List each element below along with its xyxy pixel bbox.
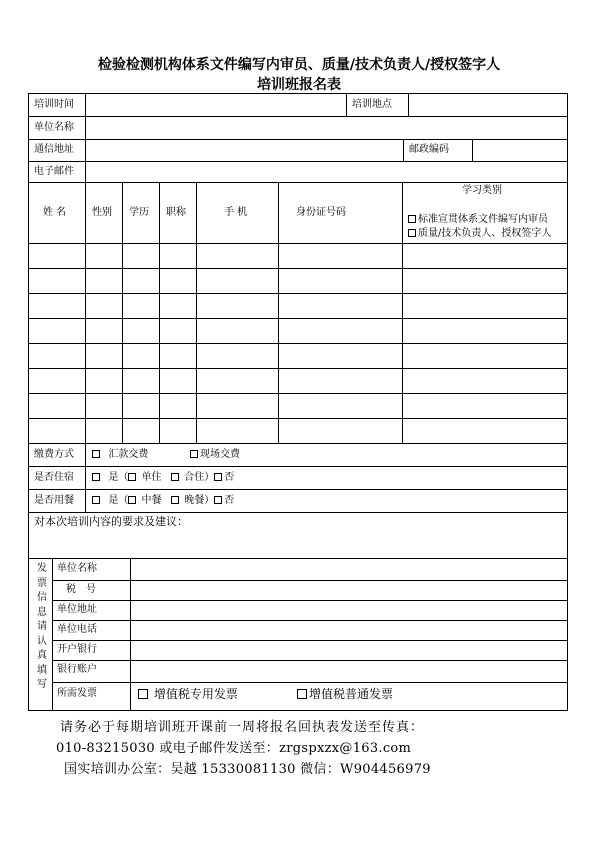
form-subtitle: 培训班报名表 [257, 77, 341, 93]
category-option-2[interactable]: 质量/技术负责人、授权签字人 [408, 228, 551, 240]
header-education: 学历 [129, 207, 149, 218]
requirements-label: 对本次培训内容的要求及建议： [34, 515, 188, 528]
footer-contact-fax-email: 010-83215030 或电子邮件发送至：zrgspxzx@163.com [56, 741, 412, 756]
header-phone: 手 机 [224, 207, 248, 218]
checkbox-icon[interactable] [214, 496, 222, 504]
checkbox-icon[interactable] [92, 473, 100, 481]
checkbox-icon[interactable] [128, 473, 136, 481]
invoice-type-label: 所需发票 [57, 688, 97, 699]
footer-office-contact: 国实培训办公室：吴越 15330081130 微信：W904456979 [64, 762, 431, 777]
checkbox-icon[interactable] [171, 496, 179, 504]
checkbox-icon[interactable] [297, 689, 307, 699]
header-gender: 性别 [92, 207, 112, 218]
checkbox-icon[interactable] [190, 450, 198, 458]
payment-option-onsite[interactable]: 现场交费 [190, 449, 240, 461]
postal-code-label: 邮政编码 [409, 144, 449, 155]
checkbox-icon[interactable] [171, 473, 179, 481]
invoice-account-label: 银行账户 [57, 664, 97, 675]
payment-option-transfer[interactable]: 汇款交费 [92, 449, 148, 461]
category-option-1[interactable]: 标准宣贯体系文件编写内审员 [408, 214, 548, 226]
payment-label: 缴费方式 [34, 449, 74, 460]
header-title: 职称 [166, 207, 186, 218]
lodging-options[interactable]: 是（ 单住 合住） 否 [92, 472, 234, 484]
invoice-company-name-label: 单位名称 [57, 563, 97, 574]
invoice-bank-label: 开户银行 [57, 644, 97, 655]
invoice-option-special[interactable]: 增值税专用发票 [138, 687, 238, 701]
checkbox-icon[interactable] [408, 229, 416, 237]
checkbox-icon[interactable] [92, 450, 100, 458]
form-title: 检验检测机构体系文件编写内审员、质量/技术负责人/授权签字人 [97, 57, 501, 73]
checkbox-icon[interactable] [408, 215, 416, 223]
company-name-label: 单位名称 [34, 122, 74, 133]
lodging-label: 是否住宿 [34, 472, 74, 483]
meals-label: 是否用餐 [34, 495, 74, 506]
checkbox-icon[interactable] [128, 496, 136, 504]
checkbox-icon[interactable] [214, 473, 222, 481]
header-name: 姓 名 [43, 207, 67, 218]
checkbox-icon[interactable] [92, 496, 100, 504]
footer-instruction: 请务必于每期培训班开课前一周将报名回执表发送至传真： [60, 720, 425, 735]
checkbox-icon[interactable] [138, 689, 148, 699]
email-label: 电子邮件 [34, 166, 74, 177]
meals-options[interactable]: 是（ 中餐 晚餐） 否 [92, 495, 234, 507]
mailing-address-label: 通信地址 [34, 144, 74, 155]
header-category: 学习类别 [462, 185, 502, 196]
training-location-label: 培训地点 [352, 99, 392, 110]
invoice-option-general[interactable]: 增值税普通发票 [297, 687, 393, 701]
invoice-tax-id-label: 税 号 [66, 584, 96, 595]
invoice-side-label: 发 票 信 息 请 认 真 填 写 [37, 563, 47, 690]
invoice-phone-label: 单位电话 [57, 624, 97, 635]
training-time-label: 培训时间 [34, 99, 74, 110]
invoice-address-label: 单位地址 [57, 604, 97, 615]
header-id-number: 身份证号码 [296, 207, 346, 218]
